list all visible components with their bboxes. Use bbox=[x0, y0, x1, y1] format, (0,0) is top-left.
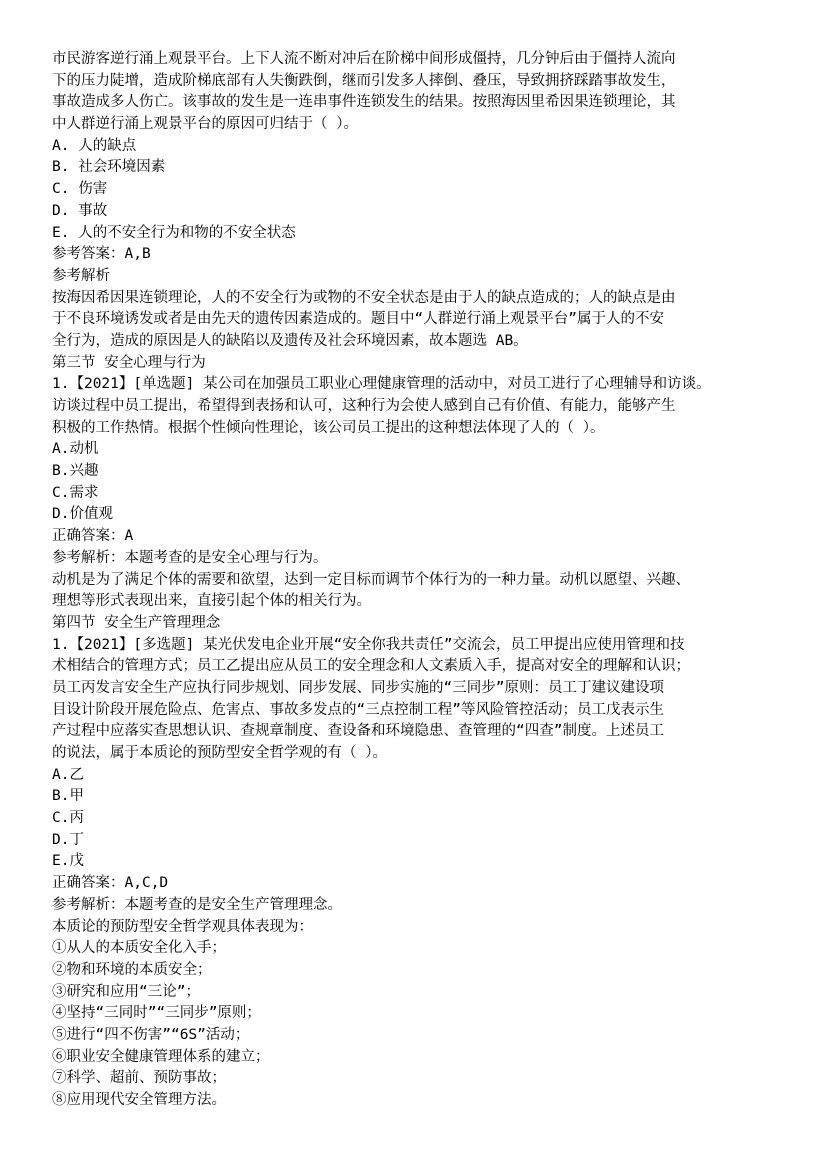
list-item: ⑧应用现代安全管理方法。 bbox=[52, 1092, 226, 1108]
list-item: ⑤进行“四不伤害”“6S”活动； bbox=[52, 1026, 250, 1043]
option-line: E.戊 bbox=[52, 853, 84, 870]
option-line: C.丙 bbox=[52, 810, 84, 827]
list-item: ⑥职业安全健康管理体系的建立； bbox=[52, 1048, 270, 1065]
text-line: 市民游客逆行涌上观景平台。上下人流不断对冲后在阶梯中间形成僵持，几分钟后由于僵持人流向 bbox=[52, 51, 676, 67]
question-line: 1.【2021】[单选题] 某公司在加强员工职业心理健康管理的活动中，对员工进行了心理辅导和访谈。 bbox=[52, 376, 711, 393]
text-line: 术相结合的管理方式；员工乙提出应从员工的安全理念和人文素质入手，提高对安全的理解和认识； bbox=[52, 658, 690, 675]
text-line: 下的压力陡增，造成阶梯底部有人失衡跌倒，继而引发多人摔倒、叠压，导致拥挤踩踏事故发生， bbox=[52, 72, 676, 89]
option-line: D.价值观 bbox=[52, 506, 113, 523]
question-line: 1.【2021】[多选题] 某光伏发电企业开展“安全你我共责任”交流会，员工甲提出应使用管理和技 bbox=[52, 636, 685, 653]
list-item: ③研究和应用“三论”； bbox=[52, 983, 200, 1000]
text-line: 积极的工作热情。根据个性倾向性理论，该公司员工提出的这种想法体现了人的（ ）。 bbox=[52, 419, 605, 436]
list-item: ②物和环境的本质安全； bbox=[52, 961, 212, 978]
text-line: 的说法，属于本质论的预防型安全哲学观的有（ ）。 bbox=[52, 745, 387, 761]
analysis-heading: 参考解析 bbox=[52, 267, 110, 284]
analysis-line: 参考解析：本题考查的是安全生产管理理念。 bbox=[52, 896, 342, 913]
option-line: D. 事故 bbox=[52, 202, 108, 219]
option-line: B.甲 bbox=[52, 788, 84, 805]
text-line: 全行为，造成的原因是人的缺陷以及遗传及社会环境因素，故本题选 AB。 bbox=[52, 332, 528, 349]
option-line: B. 社会环境因素 bbox=[52, 159, 166, 176]
text-line: 动机是为了满足个体的需要和欲望，达到一定目标而调节个体行为的一种力量。动机以愿望、兴趣、 bbox=[52, 571, 690, 588]
option-line: D.丁 bbox=[52, 831, 84, 848]
text-line: 员工丙发言安全生产应执行同步规划、同步发展、同步实施的“三同步”原则：员工丁建议建设项 bbox=[52, 679, 664, 696]
analysis-line: 参考解析：本题考查的是安全心理与行为。 bbox=[52, 549, 328, 566]
option-line: B.兴趣 bbox=[52, 463, 99, 480]
answer-line: 正确答案：A,C,D bbox=[52, 875, 169, 892]
text-line: 访谈过程中员工提出，希望得到表扬和认可，这种行为会使人感到自己有价值、有能力，能够产生 bbox=[52, 398, 676, 414]
answer-line: 正确答案：A bbox=[52, 528, 134, 545]
text-line: 目设计阶段开展危险点、危害点、事故多发点的“三点控制工程”等风险管控活动；员工戊表示生 bbox=[52, 701, 664, 718]
text-line: 产过程中应落实查思想认识、查规章制度、查设备和环境隐患、查管理的“四查”制度。上述员工 bbox=[52, 723, 664, 740]
document-page bbox=[52, 49, 792, 1112]
text-line: 理想等形式表现出来，直接引起个体的相关行为。 bbox=[52, 593, 371, 610]
list-item: ⑦科学、超前、预防事故； bbox=[52, 1070, 226, 1087]
list-item: ①从人的本质安全化入手； bbox=[52, 940, 226, 957]
text-line: 本质论的预防型安全哲学观具体表现为： bbox=[52, 918, 313, 935]
text-line: 于不良环境诱发或者是由先天的遗传因素造成的。题目中“人群逆行涌上观景平台”属于人的不安 bbox=[52, 311, 664, 328]
option-line: A.动机 bbox=[52, 441, 99, 458]
option-line: A.乙 bbox=[52, 766, 84, 783]
section-heading: 第四节 安全生产管理理念 bbox=[52, 614, 221, 631]
text-line: 按海因希因果连锁理论，人的不安全行为或物的不安全状态是由于人的缺点造成的；人的缺点是由 bbox=[52, 289, 676, 306]
section-heading: 第三节 安全心理与行为 bbox=[52, 354, 206, 371]
text-line: 中人群逆行涌上观景平台的原因可归结于（ ）。 bbox=[52, 116, 358, 133]
option-line: C. 伤害 bbox=[52, 181, 108, 198]
option-line: A. 人的缺点 bbox=[52, 137, 137, 154]
answer-line: 参考答案：A,B bbox=[52, 246, 151, 263]
text-line: 事故造成多人伤亡。该事故的发生是一连串事件连锁发生的结果。按照海因里希因果连锁理论，其 bbox=[52, 94, 676, 111]
option-line: E. 人的不安全行为和物的不安全状态 bbox=[52, 224, 296, 241]
option-line: C.需求 bbox=[52, 484, 99, 501]
list-item: ④坚持“三同时”“三同步”原则； bbox=[52, 1005, 261, 1022]
